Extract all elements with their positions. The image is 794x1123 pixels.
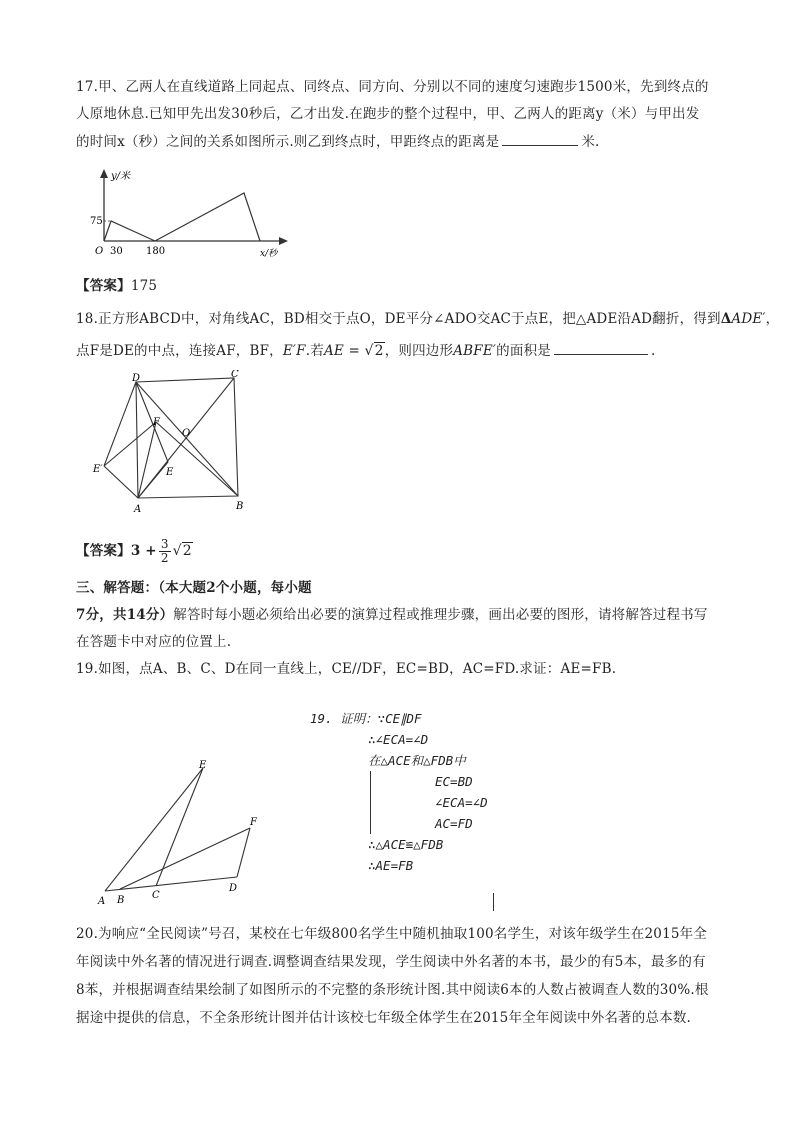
q18-seg-bf (156, 422, 238, 496)
q18-answer-denominator: 2 (160, 551, 169, 565)
q18-triangle-symbol: Δ (720, 311, 732, 327)
q18-segment-name: E′F (282, 343, 306, 359)
q18-line-2 (76, 340, 655, 361)
q18-triangle-name: ADE′ (731, 311, 766, 327)
q17-x-label: x/秒 (260, 249, 278, 259)
q19-statement: 19.如图，点A、B、C、D在同一直线上，CE//DF，EC=BD，AC=FD.求证：AE=FB. (76, 661, 617, 677)
q19-proof-line-8: ∴AE=FB (368, 858, 414, 873)
q17-x-tick-180: 180 (146, 246, 166, 257)
section3-heading: 三、解答题：（本大题2个小题，每小题 (76, 580, 312, 596)
q18-line-2-text-b: .若 (305, 343, 324, 359)
q17-answer (76, 276, 157, 296)
q18-label-c: C (231, 370, 239, 380)
q18-label-d: D (132, 373, 141, 384)
q19-text-cursor (493, 893, 494, 911)
section3-line-3: 在答题卡中对应的位置上. (76, 634, 232, 650)
q18-sqrt-2 (364, 342, 384, 359)
q18-square-figure (90, 370, 260, 520)
q17-line-2: 人原地休息.已知甲先出发30秒后，乙才出发.在跑步的整个过程中，甲、乙两人的距离y（米）与甲出发 (76, 106, 700, 122)
q18-answer-numerator: 3 (160, 537, 169, 551)
q17-y-tick-75: 75 (90, 216, 103, 227)
q19-proof-line-7: ∴△ACE≌△FDB (368, 837, 444, 852)
q18-answer-radicand: 2 (182, 543, 192, 559)
q17-distance-line (104, 193, 260, 241)
q18-label-b: B (236, 501, 244, 512)
section3-line-2 (76, 605, 708, 625)
q19-label-e: E (199, 760, 207, 771)
q20-line-2: 年阅读中外名著的情况进行调查.调整调查结果发现，学生阅读中外名著的本书，最少的有5本，最多的有 (76, 954, 706, 970)
q19-seg-bf (120, 828, 250, 889)
q17-line-3 (76, 131, 600, 152)
q17-x-axis-arrow (279, 237, 288, 245)
q18-line-2-period: . (650, 343, 656, 359)
q20-line-3: 8苯，并根据调查结果绘制了如图所示的不完整的条形统计图.其中阅读6本的人数占被调查人数的30%.根 (76, 982, 709, 998)
q17-distance-graph (84, 166, 294, 266)
q18-radical-sign: √ (364, 343, 374, 359)
q19-figure (95, 758, 275, 908)
q19-proof-line-5: ∠ECA=∠D (435, 795, 488, 810)
q18-radicand: 2 (374, 343, 384, 359)
q19-label-d: D (229, 883, 238, 894)
q17-answer-value: 175 (130, 278, 158, 294)
q17-answer-label: 【答案】 (76, 278, 131, 294)
q19-proof-line-4: EC=BD (435, 774, 473, 789)
section3-points: 7分，共14分） (76, 607, 174, 623)
q18-answer-fraction (159, 538, 171, 565)
q20-line-4: 据途中提供的信息，不全条形统计图并估计该校七年级全体学生在2015年全年阅读中外名著的总本数. (76, 1010, 692, 1026)
q18-equals: = (343, 343, 365, 359)
q20-line-1: 20.为响应“全民阅读”号召，某校在七年级800名学生中随机抽取100名学生，对该年级学生在2015年全 (76, 926, 708, 942)
q19-label-a: A (98, 896, 106, 907)
q18-label-f: F (153, 417, 160, 428)
q18-seg-de (136, 382, 168, 462)
q17-line-3-text: 的时间x（秒）之间的关系如图所示.则乙到终点时，甲距终点的距离是 (76, 134, 500, 150)
q19-line-ad (105, 877, 237, 891)
q18-answer-int: 3 + (130, 543, 157, 559)
q18-answer-blank[interactable] (554, 340, 648, 355)
q19-label-c: C (152, 890, 160, 901)
q18-quad-name: ABFE′ (453, 343, 497, 359)
q17-y-label: y/米 (111, 171, 131, 182)
q18-label-a: A (134, 504, 142, 515)
q18-seg-de-prime (104, 382, 136, 466)
q19-proof-line-1: 19. 证明：∵CE∥DF (310, 711, 422, 726)
q18-label-e-prime: E′ (93, 464, 103, 475)
q18-answer (76, 538, 193, 565)
q17-x-tick-30: 30 (110, 246, 123, 257)
q17-answer-blank[interactable] (502, 131, 578, 146)
q18-answer-label: 【答案】 (76, 543, 131, 559)
section3-instructions: 解答时每小题必须给出必要的演算过程或推理步骤，画出必要的图形，请将解答过程书写 (173, 607, 708, 623)
q18-seg-e-prime-a (104, 466, 138, 498)
q17-y-axis-arrow (100, 169, 108, 178)
q19-label-f: F (250, 817, 257, 828)
q18-label-o: O (182, 428, 191, 439)
q18-line-1 (76, 309, 779, 329)
q18-line-2-text-c: ，则四边形 (384, 343, 454, 359)
q19-proof-line-2: ∴∠ECA=∠D (368, 732, 429, 747)
q18-diagonal-bd (136, 382, 238, 496)
q18-answer-sqrt (173, 542, 193, 559)
q19-seg-fd (237, 828, 250, 877)
q18-ae-name: AE (323, 343, 344, 359)
q17-line-1: 17.甲、乙两人在直线道路上同起点、同终点、同方向、分别以不同的速度匀速跑步1500米，先到终点的 (76, 79, 709, 95)
q19-handwritten-proof (310, 708, 488, 876)
q18-line-2-text-d: 的面积是 (496, 343, 551, 359)
q19-proof-line-3: 在△ACE和△FDB中 (368, 753, 466, 768)
q17-line-3-tail: 米. (581, 134, 600, 150)
q18-line-1-comma: ， (765, 311, 780, 327)
q17-origin-label: O (95, 246, 104, 257)
q18-line-1-text: 18.正方形ABCD中，对角线AC，BD相交于点O，DE平分∠ADO交AC于点E，把△ADE沿AD翻折，得到 (76, 311, 721, 327)
q19-proof-line-6: AC=FD (435, 816, 473, 831)
q18-label-e: E (166, 467, 174, 478)
q18-answer-radical: √ (172, 543, 182, 559)
q19-proof-brace-group (370, 771, 488, 834)
q19-label-b: B (117, 895, 125, 906)
q18-line-2-text-a: 点F是DE的中点，连接AF，BF， (76, 343, 283, 359)
